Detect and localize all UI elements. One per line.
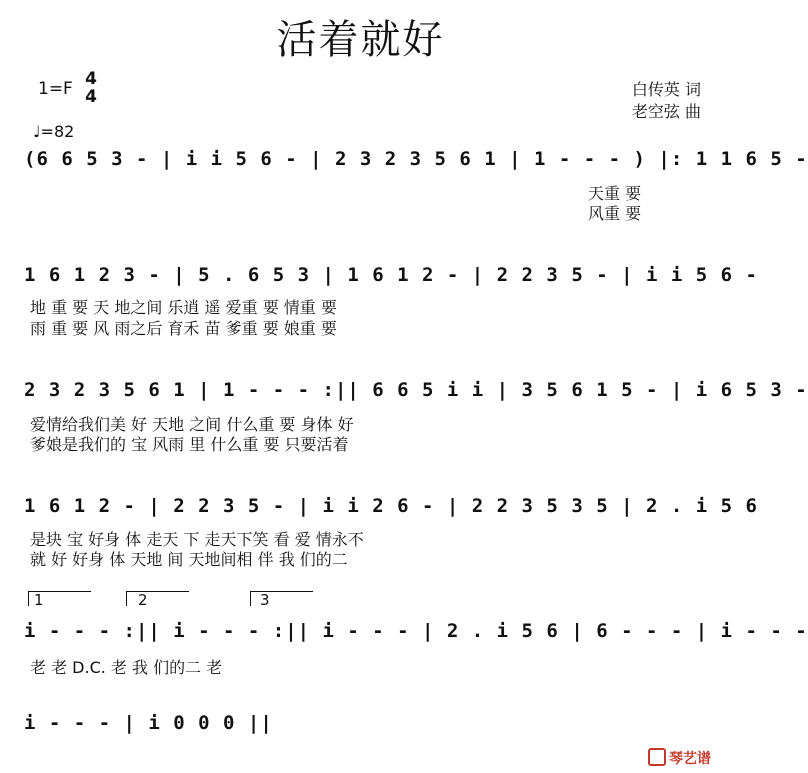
volta-number-1: 1 bbox=[34, 591, 44, 609]
song-title: 活着就好 bbox=[276, 17, 445, 63]
music-row-5: i - - - :|| i - - - :|| i - - - | 2 . i 5 6 | 6 - - - | i - - - bbox=[24, 620, 808, 642]
tempo-marking: ♩=82 bbox=[33, 122, 75, 141]
music-row-1: (6 6 5 3 - | i i 5 6 - | 2 3 2 3 5 6 1 | 1 - - - ) |: 1 1 6 5 - bbox=[24, 148, 808, 170]
lyrics-row-4b: 就 好 好身 体 天地 间 天地间相 伴 我 们的二 bbox=[30, 550, 348, 569]
lyrics-row-3a: 爱情给我们美 好 天地 之间 什么重 要 身体 好 bbox=[30, 415, 354, 434]
music-row-2: 1 6 1 2 3 - | 5 . 6 5 3 | 1 6 1 2 - | 2 2 3 5 - | i i 5 6 - bbox=[24, 264, 758, 286]
volta-bracket-2 bbox=[126, 591, 189, 606]
lyricist: 白传英 词 bbox=[631, 80, 701, 99]
music-row-4: 1 6 1 2 - | 2 2 3 5 - | i i 2 6 - | 2 2 3 5 3 5 | 2 . i 5 6 bbox=[24, 495, 758, 517]
time-sig-top: 4 bbox=[85, 69, 97, 89]
composer: 老空弦 曲 bbox=[631, 102, 701, 121]
volta-number-3: 3 bbox=[260, 591, 270, 609]
music-row-3: 2 3 2 3 5 6 1 | 1 - - - :|| 6 6 5 i i | 3 5 6 1 5 - | i 6 5 3 - bbox=[24, 379, 808, 401]
music-row-6: i - - - | i 0 0 0 || bbox=[24, 712, 273, 734]
volta-number-2: 2 bbox=[138, 591, 148, 609]
time-sig-bottom: 4 bbox=[85, 87, 97, 107]
time-signature bbox=[84, 70, 98, 106]
qinyipu-logo-icon bbox=[648, 748, 666, 766]
lyrics-row-2a: 地 重 要 天 地之间 乐逍 遥 爱重 要 情重 要 bbox=[30, 298, 337, 317]
key-signature: 1=F bbox=[38, 79, 73, 99]
lyrics-row-3b: 爹娘是我们的 宝 风雨 里 什么重 要 只要活着 bbox=[30, 435, 349, 454]
lyrics-row-2b: 雨 重 要 风 雨之后 育禾 苗 爹重 要 娘重 要 bbox=[30, 319, 337, 338]
lyrics-row-5: 老 老 D.C. 老 我 们的二 老 bbox=[30, 658, 223, 677]
site-logo bbox=[648, 748, 711, 768]
site-name: 琴艺谱 bbox=[669, 751, 711, 767]
credits bbox=[632, 79, 701, 123]
lyrics-row-1b: 风重 要 bbox=[588, 204, 642, 223]
lyrics-row-4a: 是块 宝 好身 体 走天 下 走天下笑 看 爱 情永不 bbox=[30, 530, 364, 549]
lyrics-row-1a: 天重 要 bbox=[588, 184, 642, 203]
